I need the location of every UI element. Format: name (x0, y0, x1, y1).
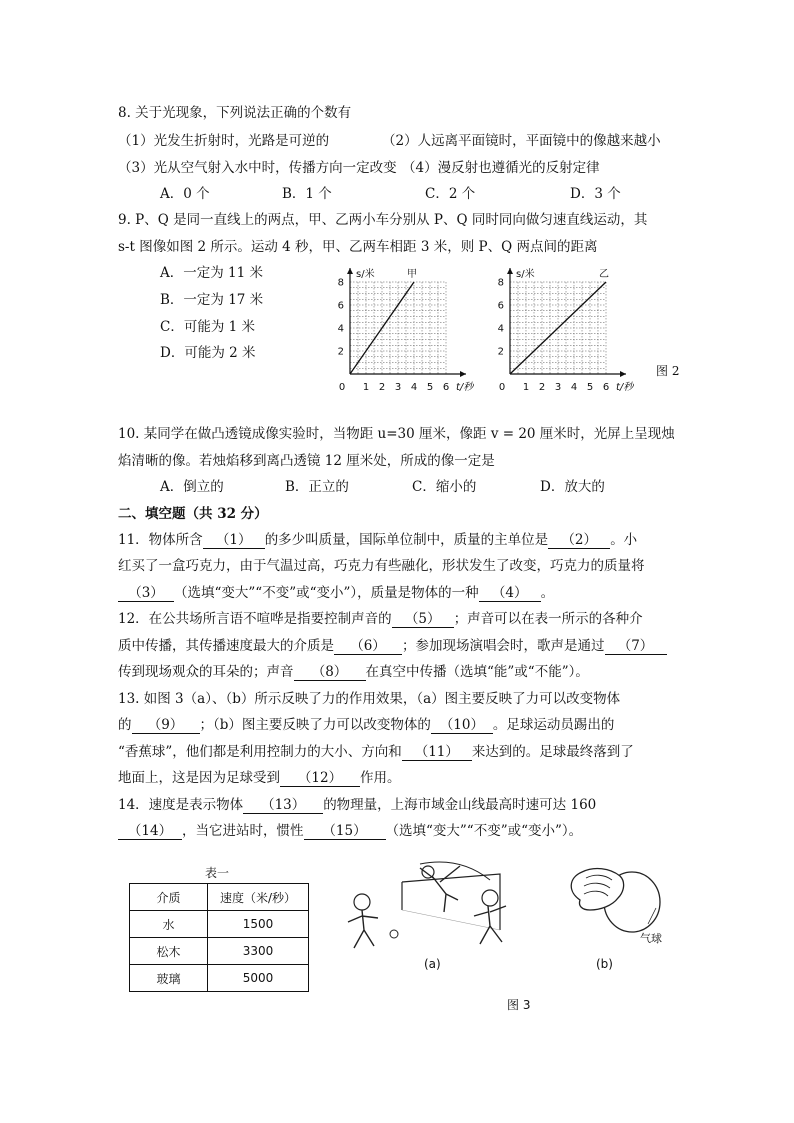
q8-option-d: D．3 个 (570, 186, 621, 202)
q8-statement-1: （1）光发生折射时，光路是可逆的 (118, 133, 330, 149)
q8-statement-3: （3）光从空气射入水中时，传播方向一定改变 (118, 160, 397, 176)
x-tick-label: 2 (378, 382, 386, 393)
blank-3: （3） (118, 585, 174, 602)
origin-label: 0 (338, 382, 346, 393)
table-header-row (130, 884, 309, 911)
blank-1: （1） (203, 532, 265, 549)
q8-statement-2: （2）人远离平面镜时，平面镜中的像越来越小 (382, 133, 661, 149)
q11-line1 (118, 531, 637, 549)
q12-text-3b: 在真空中传播（选填“能”或“不能”）。 (365, 664, 589, 680)
q14-text-2a: ，当它进站时，惯性 (182, 823, 304, 839)
figure-3a-label: (a) (424, 957, 441, 971)
x-tick-label: 1 (522, 382, 530, 393)
blank-6: （6） (334, 638, 402, 655)
table-cell: 5000 (208, 965, 309, 992)
q8-statement-4: （4）漫反射也遵循光的反射定律 (402, 160, 600, 176)
table-row (130, 911, 309, 938)
series-label: 甲 (407, 269, 417, 280)
y-axis-label: s/米 (516, 269, 535, 280)
figure-3b-label: (b) (596, 957, 613, 971)
blank-2: （2） (548, 532, 610, 549)
y-axis-arrow (347, 268, 353, 274)
q13-text-4b: 作用。 (360, 770, 401, 786)
blank-15: （15） (304, 823, 386, 840)
q9-option-d: D．可能为 2 米 (160, 345, 256, 361)
blank-14: （14） (118, 823, 182, 840)
x-tick-label: 3 (554, 382, 562, 393)
x-tick-label: 1 (362, 382, 370, 393)
table-row (130, 938, 309, 965)
q11-line3 (118, 584, 554, 602)
table-row (130, 965, 309, 992)
blank-12: （12） (280, 770, 360, 787)
q12-text-2b: ；参加现场演唱会时，歌声是通过 (402, 638, 605, 654)
q12-text-1b: ；声音可以在表一所示的各种介 (453, 611, 643, 627)
origin-label: 0 (498, 382, 506, 393)
x-tick-label: 4 (410, 382, 418, 393)
x-tick-label: 5 (586, 382, 594, 393)
x-tick-label: 4 (570, 382, 578, 393)
st-chart-jia (322, 262, 502, 412)
figure-3a-soccer-illustration (340, 860, 530, 955)
q14-text-1a: 14．速度是表示物体 (118, 797, 244, 813)
table-1-caption: 表一 (205, 866, 230, 880)
q9-option-a: A．一定为 11 米 (160, 265, 264, 281)
table-cell: 玻璃 (130, 965, 208, 992)
x-axis-arrow (620, 371, 626, 377)
q13-line1: 13. 如图 3（a）、（b）所示反映了力的作用效果，（a）图主要反映了力可以改变物体 (118, 691, 621, 707)
q12-text-2a: 质中传播，其传播速度最大的介质是 (118, 638, 334, 654)
q13-text-2a: 的 (118, 717, 132, 733)
q9-option-c: C．可能为 1 米 (160, 319, 256, 335)
y-tick-label: 8 (497, 277, 504, 289)
series-label: 乙 (599, 269, 609, 280)
table-cell: 水 (130, 911, 208, 938)
q12-text-3a: 传到现场观众的耳朵的；声音 (118, 664, 294, 680)
y-tick-label: 4 (337, 323, 344, 335)
blank-11: （11） (402, 744, 472, 761)
q14-line2 (118, 822, 582, 840)
q12-line1 (118, 610, 643, 628)
q11-text-1a: 11．物体所含 (118, 532, 203, 548)
x-tick-label: 3 (394, 382, 402, 393)
q12-text-1a: 12．在公共场所言语不喧哗是指要控制声音的 (118, 611, 392, 627)
figure-3-caption: 图 3 (507, 998, 531, 1012)
q13-text-4a: 地面上，这是因为足球受到 (118, 770, 280, 786)
y-axis-arrow (507, 268, 513, 274)
y-axis-label: s/米 (356, 269, 375, 280)
q13-line4 (118, 769, 401, 787)
q8-option-a: A．0 个 (160, 186, 210, 202)
q13-text-3b: 来达到的。足球最终落到了 (471, 744, 634, 760)
q11-text-1c: 。小 (610, 532, 638, 548)
q11-text-1b: 的多少叫质量，国际单位制中，质量的主单位是 (264, 532, 549, 548)
table-header-medium: 介质 (130, 884, 208, 911)
q10-option-c: C．缩小的 (412, 479, 477, 495)
blank-9: （9） (132, 717, 200, 734)
q11-text-3b: 。 (540, 585, 555, 601)
q10-option-b: B．正立的 (285, 479, 349, 495)
q11-text-3a: （选填“变大”“不变”或“变小”），质量是物体的一种 (174, 585, 479, 601)
table-header-speed: 速度（米/秒） (208, 884, 309, 911)
y-tick-label: 6 (497, 300, 504, 312)
q10-option-d: D．放大的 (540, 479, 605, 495)
blank-10: （10） (431, 717, 493, 734)
blank-13: （13） (243, 797, 323, 814)
st-chart-yi (482, 262, 662, 412)
q10-stem-line1: 10. 某同学在做凸透镜成像实验时，当物距 u=30 厘米，像距 v = 20 厘米时，光屏上呈现烛 (118, 426, 675, 442)
y-tick-label: 2 (497, 346, 504, 358)
q13-line3 (118, 743, 634, 761)
x-tick-label: 5 (426, 382, 434, 393)
table-cell: 3300 (208, 938, 309, 965)
q14-text-1b: 的物理量，上海市域金山线最高时速可达 160 (323, 797, 597, 813)
q12-line3 (118, 663, 589, 681)
q10-stem-line2: 焰清晰的像。若烛焰移到离凸透镜 12 厘米处，所成的像一定是 (118, 453, 495, 469)
x-axis-arrow (460, 371, 466, 377)
q10-option-a: A．倒立的 (160, 479, 224, 495)
blank-5: （5） (392, 611, 454, 628)
x-tick-label: 6 (442, 382, 450, 393)
q13-text-3a: “香蕉球”，他们都是利用控制力的大小、方向和 (118, 744, 402, 760)
balloon-label: 气球 (640, 932, 662, 945)
q12-line2 (118, 637, 667, 655)
blank-4: （4） (479, 585, 541, 602)
q14-text-2b: （选填“变大”“不变”或“变小”）。 (385, 823, 583, 839)
q8-option-c: C．2 个 (425, 186, 476, 202)
blank-7: （7） (605, 638, 667, 655)
section-2-heading: 二、填空题（共 32 分） (118, 506, 268, 522)
y-tick-label: 8 (337, 277, 344, 289)
q9-option-b: B．一定为 17 米 (160, 292, 264, 308)
q13-text-2c: 。足球运动员踢出的 (492, 717, 615, 733)
q8-option-b: B．1 个 (282, 186, 332, 202)
x-axis-label: t/秒 (456, 382, 474, 393)
table-cell: 1500 (208, 911, 309, 938)
y-tick-label: 2 (337, 346, 344, 358)
table-1 (129, 883, 309, 992)
blank-8: （8） (294, 664, 366, 681)
x-axis-label: t/秒 (616, 382, 634, 393)
figure-2-label: 图 2 (656, 364, 680, 378)
y-tick-label: 4 (497, 323, 504, 335)
y-tick-label: 6 (337, 300, 344, 312)
x-tick-label: 2 (538, 382, 546, 393)
table-cell: 松木 (130, 938, 208, 965)
q11-line2: 红买了一盒巧克力，由于气温过高，巧克力有些融化，形状发生了改变，巧克力的质量将 (118, 558, 645, 574)
q9-stem-line2: s-t 图像如图 2 所示。运动 4 秒，甲、乙两车相距 3 米，则 P、Q 两点间的距离 (118, 239, 598, 255)
q14-line1 (118, 796, 596, 814)
q8-stem: 8. 关于光现象，下列说法正确的个数有 (118, 105, 352, 121)
q13-line2 (118, 716, 614, 734)
x-tick-label: 6 (602, 382, 610, 393)
q9-stem-line1: 9. P、Q 是同一直线上的两点，甲、乙两小车分别从 P、Q 同时同向做匀速直线运动，其 (118, 212, 648, 228)
q13-text-2b: ；（b）图主要反映了力可以改变物体的 (199, 717, 431, 733)
